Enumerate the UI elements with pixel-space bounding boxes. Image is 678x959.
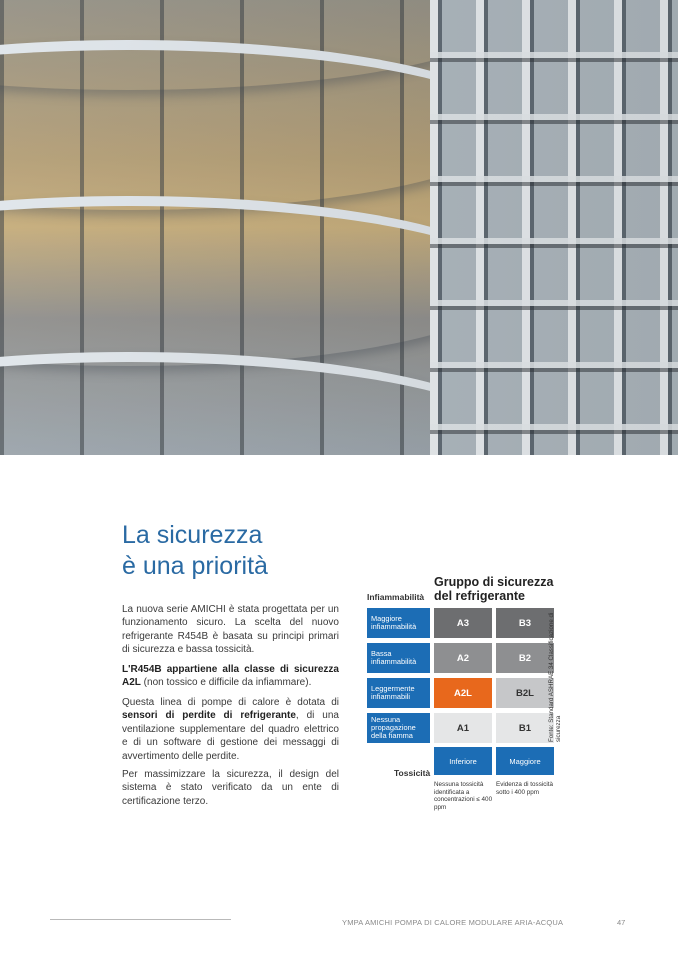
class-statement: L'R454B appartiene alla classe di sicurezza A2L <box>122 664 339 689</box>
cell-b1: B1 <box>496 713 554 743</box>
cell-a2l-highlight: A2L <box>434 678 492 708</box>
cell-a1: A1 <box>434 713 492 743</box>
page-title-line2: è una priorità <box>122 552 268 580</box>
toxicity-low-note: Nessuna tossicità identificata a concentrazioni ≤ 400 ppm <box>434 781 493 811</box>
page-title-line1: La sicurezza <box>122 521 263 549</box>
flammability-axis-label: Infiammabilità <box>367 592 425 602</box>
body-paragraph-certification: Per massimizzare la sicurezza, il design del sistema è stato verificato da un ente di certificazione terzo. <box>122 769 339 807</box>
cell-b3: B3 <box>496 608 554 638</box>
body-paragraph-sensors: Questa linea di pompe di calore è dotata di sensori di perdite di refrigerante, di una ventilazione supplementare del quadro elettrico e di un software di gestione dei messaggi di avvertimento delle perdite. <box>122 697 339 762</box>
toxicity-low: Inferiore <box>434 747 492 775</box>
page-number: 47 <box>617 918 626 927</box>
row-label-mild-flammability: Leggermente infiammabili <box>367 678 430 708</box>
body-paragraph-intro: La nuova serie AMICHI è stata progettata per un funzionamento sicuro. La scelta del nuovo refrigerante R454B è basata su principi primari di sicurezza e bassa tossicità. <box>122 604 339 656</box>
sensors-highlight: sensori di perdite di refrigerante <box>122 710 296 722</box>
cell-b2: B2 <box>496 643 554 673</box>
chart-source-note: Fonte: Standard ASHRAE 34 Classificazione di sicurezza <box>548 612 563 742</box>
cell-a3: A3 <box>434 608 492 638</box>
toxicity-high-note: Evidenza di tossicità sotto i 400 ppm <box>496 781 554 796</box>
cell-a2: A2 <box>434 643 492 673</box>
toxicity-axis-label: Tossicità <box>394 768 431 778</box>
footer-divider <box>50 919 231 920</box>
footer-title: YMPA AMICHI POMPA DI CALORE MODULARE ARIA-ACQUA <box>342 918 564 927</box>
chart-title: Gruppo di sicurezza del refrigerante <box>434 575 554 603</box>
hero-image <box>0 0 678 455</box>
row-label-no-flame: Nessuna propagazione della fiamma <box>367 713 430 743</box>
cell-b2l: B2L <box>496 678 554 708</box>
toxicity-high: Maggiore <box>496 747 554 775</box>
row-label-low-flammability: Bassa infiammabilità <box>367 643 430 673</box>
class-note: (non tossico e difficile da infiammare). <box>140 677 312 689</box>
row-label-high-flammability: Maggiore infiammabilità <box>367 608 430 638</box>
body-paragraph-class <box>122 663 339 690</box>
page-title <box>122 520 268 582</box>
